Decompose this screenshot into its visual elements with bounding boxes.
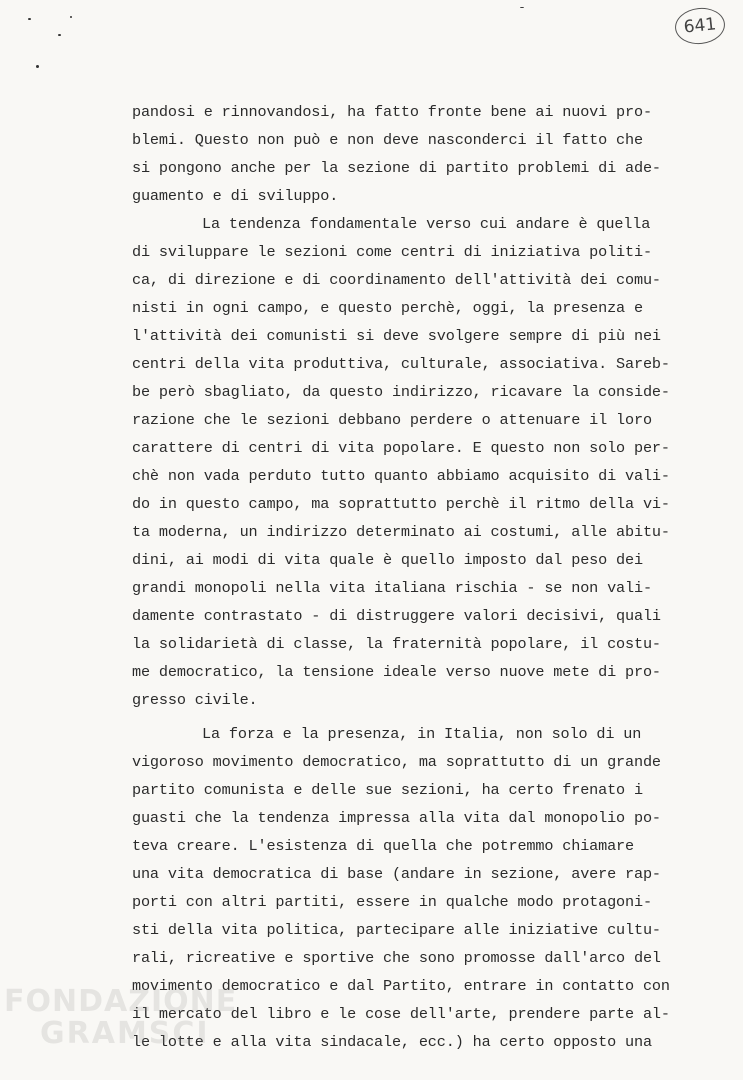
text-line: guasti che la tendenza impressa alla vita dal monopolio po- [132,809,661,827]
text-line: grandi monopoli nella vita italiana rischia - se non vali- [132,579,652,597]
text-line: l'attività dei comunisti si deve svolgere sempre di più nei [132,327,661,345]
text-line: il mercato del libro e le cose dell'arte, prendere parte al- [132,1005,670,1023]
text-line: gresso civile. [132,691,258,709]
paragraph-3 [132,720,692,1056]
text-line: centri della vita produttiva, culturale, associativa. Sareb- [132,355,670,373]
text-line: la solidarietà di classe, la fraternità popolare, il costu- [132,635,661,653]
text-line: do in questo campo, ma soprattutto perchè il ritmo della vi- [132,495,670,513]
text-line: rali, ricreative e sportive che sono promosse dall'arco del [132,949,661,967]
text-line: movimento democratico e dal Partito, entrare in contatto con [132,977,670,995]
text-line: le lotte e alla vita sindacale, ecc.) ha certo opposto una [132,1033,652,1051]
text-line: chè non vada perduto tutto quanto abbiamo acquisito di vali- [132,467,670,485]
text-line: La forza e la presenza, in Italia, non solo di un [202,725,642,743]
typewritten-text [132,98,692,1056]
text-line: guamento e di sviluppo. [132,187,339,205]
text-line: ta moderna, un indirizzo determinato ai costumi, alle abitu- [132,523,670,541]
watermark-line-2: GRAMSCI [40,1016,210,1051]
page-number-stamp: 641 [673,5,726,46]
text-line: partito comunista e delle sue sezioni, ha certo frenato i [132,781,643,799]
text-line: vigoroso movimento democratico, ma soprattutto di un grande [132,753,661,771]
text-line: una vita democratica di base (andare in sezione, avere rap- [132,865,661,883]
text-line: razione che le sezioni debbano perdere o attenuare il loro [132,411,652,429]
ink-speck [520,7,524,8]
text-line: di sviluppare le sezioni come centri di iniziativa politi- [132,243,652,261]
text-line: ca, di direzione e di coordinamento dell'attività dei comu- [132,271,661,289]
text-line: nisti in ogni campo, e questo perchè, oggi, la presenza e [132,299,643,317]
ink-speck [70,16,72,18]
ink-speck [58,34,61,36]
text-line: pandosi e rinnovandosi, ha fatto fronte bene ai nuovi pro- [132,103,652,121]
text-line: sti della vita politica, partecipare alle iniziative cultu- [132,921,661,939]
ink-speck [28,18,31,20]
text-line: be però sbagliato, da questo indirizzo, ricavare la conside- [132,383,670,401]
text-line: porti con altri partiti, essere in qualche modo protagoni- [132,893,652,911]
paragraph-2 [132,210,692,714]
text-line: carattere di centri di vita popolare. E questo non solo per- [132,439,670,457]
ink-speck [36,65,39,68]
watermark-line-1: FONDAZIONE [4,984,238,1019]
text-line: dini, ai modi di vita quale è quello imposto dal peso dei [132,551,643,569]
text-line: teva creare. L'esistenza di quella che potremmo chiamare [132,837,634,855]
paragraph-1 [132,98,692,210]
text-line: La tendenza fondamentale verso cui andare è quella [202,215,651,233]
text-line: blemi. Questo non può e non deve nasconderci il fatto che [132,131,643,149]
text-line: si pongono anche per la sezione di partito problemi di ade- [132,159,661,177]
text-line: damente contrastato - di distruggere valori decisivi, quali [132,607,661,625]
text-line: me democratico, la tensione ideale verso nuove mete di pro- [132,663,661,681]
